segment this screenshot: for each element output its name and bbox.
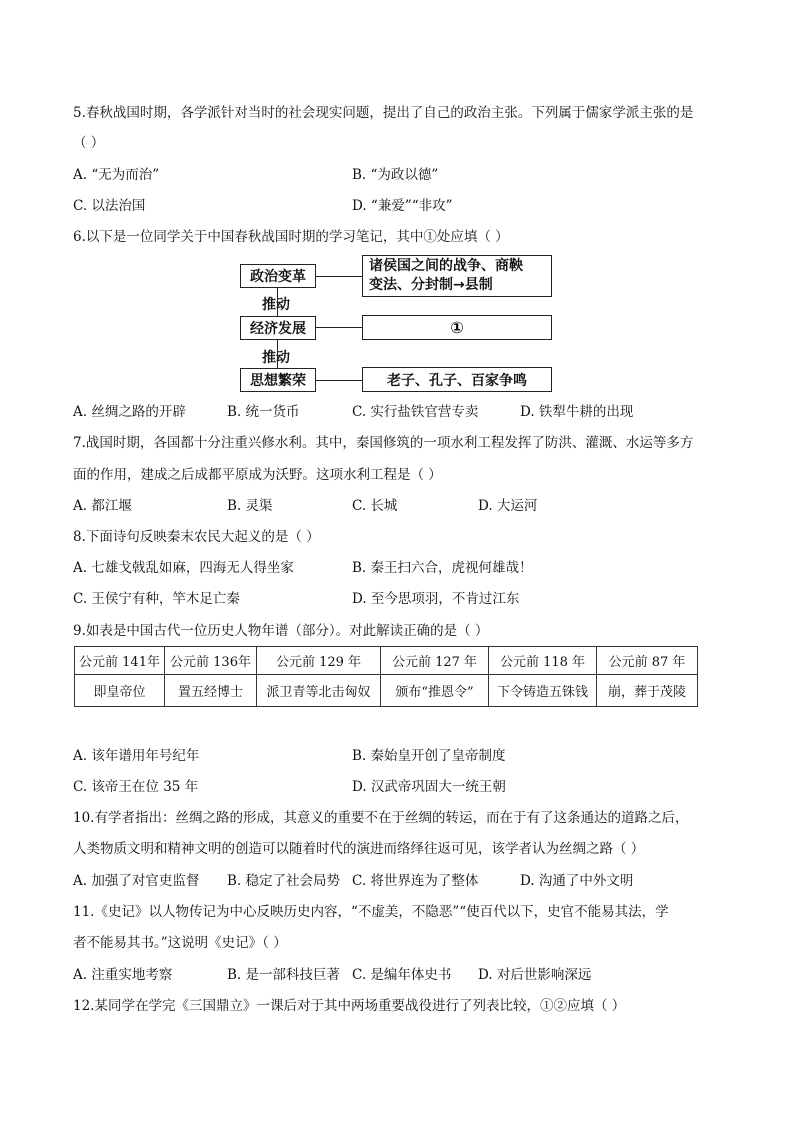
q10-option-d[interactable]: D. 沟通了中外文明 xyxy=(520,873,634,889)
q6-option-b[interactable]: B. 统一货币 xyxy=(227,404,300,420)
diagram-box-politics: 政治变革 xyxy=(240,264,316,288)
q10-option-c[interactable]: C. 将世界连为了整体 xyxy=(352,873,479,889)
q5-stem-line1: 5.春秋战国时期，各学派针对当时的社会现实问题，提出了自己的政治主张。下列属于儒家学派主张的是 xyxy=(73,105,694,121)
q9-option-a[interactable]: A. 该年谱用年号纪年 xyxy=(73,748,200,764)
table-cell-event: 颁布“推恩令” xyxy=(381,675,489,707)
diagram-push-label-2: 推动 xyxy=(262,350,290,366)
q7-stem-line2: 面的作用，建成之后成都平原成为沃野。这项水利工程是（ ） xyxy=(73,467,442,483)
q5-option-a[interactable]: A. “无为而治” xyxy=(73,167,160,183)
q6-option-a[interactable]: A. 丝绸之路的开辟 xyxy=(73,404,186,420)
q7-option-a[interactable]: A. 都江堰 xyxy=(73,498,132,514)
q12-stem: 12.某同学在学完《三国鼎立》一课后对于其中两场重要战役进行了列表比较，①②应填（ ） xyxy=(73,998,626,1014)
q8-stem: 8.下面诗句反映秦末农民大起义的是（ ） xyxy=(73,529,320,545)
q11-option-c[interactable]: C. 是编年体史书 xyxy=(352,967,452,983)
diagram-connector-3 xyxy=(316,380,362,381)
q10-option-b[interactable]: B. 稳定了社会局势 xyxy=(227,873,341,889)
table-cell-event: 置五经博士 xyxy=(165,675,257,707)
table-row-events xyxy=(75,675,698,707)
q9-chronology-table xyxy=(74,646,698,707)
diagram-note-thought: 老子、孔子、百家争鸣 xyxy=(362,367,552,392)
q10-stem-line2: 人类物质文明和精神文明的创造可以随着时代的演进而络绎往返可见，该学者认为丝绸之路（ ） xyxy=(73,841,645,857)
table-cell-event: 崩，葬于茂陵 xyxy=(597,675,698,707)
q8-option-c[interactable]: C. 王侯宁有种，竿木足亡秦 xyxy=(73,591,240,607)
diagram-note-politics xyxy=(362,255,552,297)
q7-stem-line1: 7.战国时期，各国都十分注重兴修水利。其中，秦国修筑的一项水利工程发挥了防洪、灌溉、水运等多方 xyxy=(73,435,694,451)
q5-option-d[interactable]: D. “兼爱”“非攻” xyxy=(352,198,453,214)
q11-option-a[interactable]: A. 注重实地考察 xyxy=(73,967,173,983)
q8-option-d[interactable]: D. 至今思项羽，不肯过江东 xyxy=(352,591,520,607)
table-cell-event: 即皇帝位 xyxy=(75,675,165,707)
q10-option-a[interactable]: A. 加强了对官吏监督 xyxy=(73,873,200,889)
q8-option-a[interactable]: A. 七雄戈戟乱如麻，四海无人得坐家 xyxy=(73,560,294,576)
q5-option-b[interactable]: B. “为政以德” xyxy=(352,167,439,183)
table-cell-year: 公元前 141年 xyxy=(75,647,165,675)
diagram-push-label-1: 推动 xyxy=(262,297,290,313)
q6-stem: 6.以下是一位同学关于中国春秋战国时期的学习笔记，其中①处应填（ ） xyxy=(73,229,509,245)
q9-stem: 9.如表是中国古代一位历史人物年谱（部分）。对此解读正确的是（ ） xyxy=(73,623,489,639)
q11-option-b[interactable]: B. 是一部科技巨著 xyxy=(227,967,341,983)
diagram-note-politics-line1: 诸侯国之间的战争、商鞅 xyxy=(369,258,523,274)
q7-option-b[interactable]: B. 灵渠 xyxy=(227,498,273,514)
q9-option-d[interactable]: D. 汉武帝巩固大一统王朝 xyxy=(352,779,506,795)
q5-stem-line2: （ ） xyxy=(73,135,105,151)
table-cell-year: 公元前 118 年 xyxy=(489,647,597,675)
table-row-years xyxy=(75,647,698,675)
q9-option-c[interactable]: C. 该帝王在位 35 年 xyxy=(73,779,199,795)
table-cell-year: 公元前 87 年 xyxy=(597,647,698,675)
diagram-note-politics-line2: 变法、分封制→县制 xyxy=(369,277,493,293)
q7-option-d[interactable]: D. 大运河 xyxy=(478,498,538,514)
diagram-connector-1 xyxy=(316,276,362,277)
q6-option-c[interactable]: C. 实行盐铁官营专卖 xyxy=(352,404,479,420)
table-cell-event: 下令铸造五铢钱 xyxy=(489,675,597,707)
table-cell-year: 公元前 136年 xyxy=(165,647,257,675)
q6-option-d[interactable]: D. 铁犁牛耕的出现 xyxy=(520,404,634,420)
q11-stem-line2: 者不能易其书。”这说明《史记》（ ） xyxy=(73,935,287,951)
q11-option-d[interactable]: D. 对后世影响深远 xyxy=(478,967,592,983)
q10-stem-line1: 10.有学者指出：丝绸之路的形成，其意义的重要不在于丝绸的转运，而在于有了这条通达的道路之后， xyxy=(73,810,689,826)
q7-option-c[interactable]: C. 长城 xyxy=(352,498,398,514)
diagram-box-economy: 经济发展 xyxy=(240,316,316,340)
diagram-note-economy-blank: ① xyxy=(362,315,552,340)
diagram-box-thought: 思想繁荣 xyxy=(240,368,316,392)
table-cell-year: 公元前 129 年 xyxy=(257,647,381,675)
table-cell-year: 公元前 127 年 xyxy=(381,647,489,675)
q11-stem-line1: 11.《史记》以人物传记为中心反映历史内容，“不虚美，不隐恶”“使百代以下，史官不能易其法，学 xyxy=(73,904,669,920)
q8-option-b[interactable]: B. 秦王扫六合，虎视何雄哉！ xyxy=(352,560,533,576)
q5-option-c[interactable]: C. 以法治国 xyxy=(73,198,146,214)
diagram-connector-2 xyxy=(316,327,362,328)
table-cell-event: 派卫青等北击匈奴 xyxy=(257,675,381,707)
q9-option-b[interactable]: B. 秦始皇开创了皇帝制度 xyxy=(352,748,506,764)
